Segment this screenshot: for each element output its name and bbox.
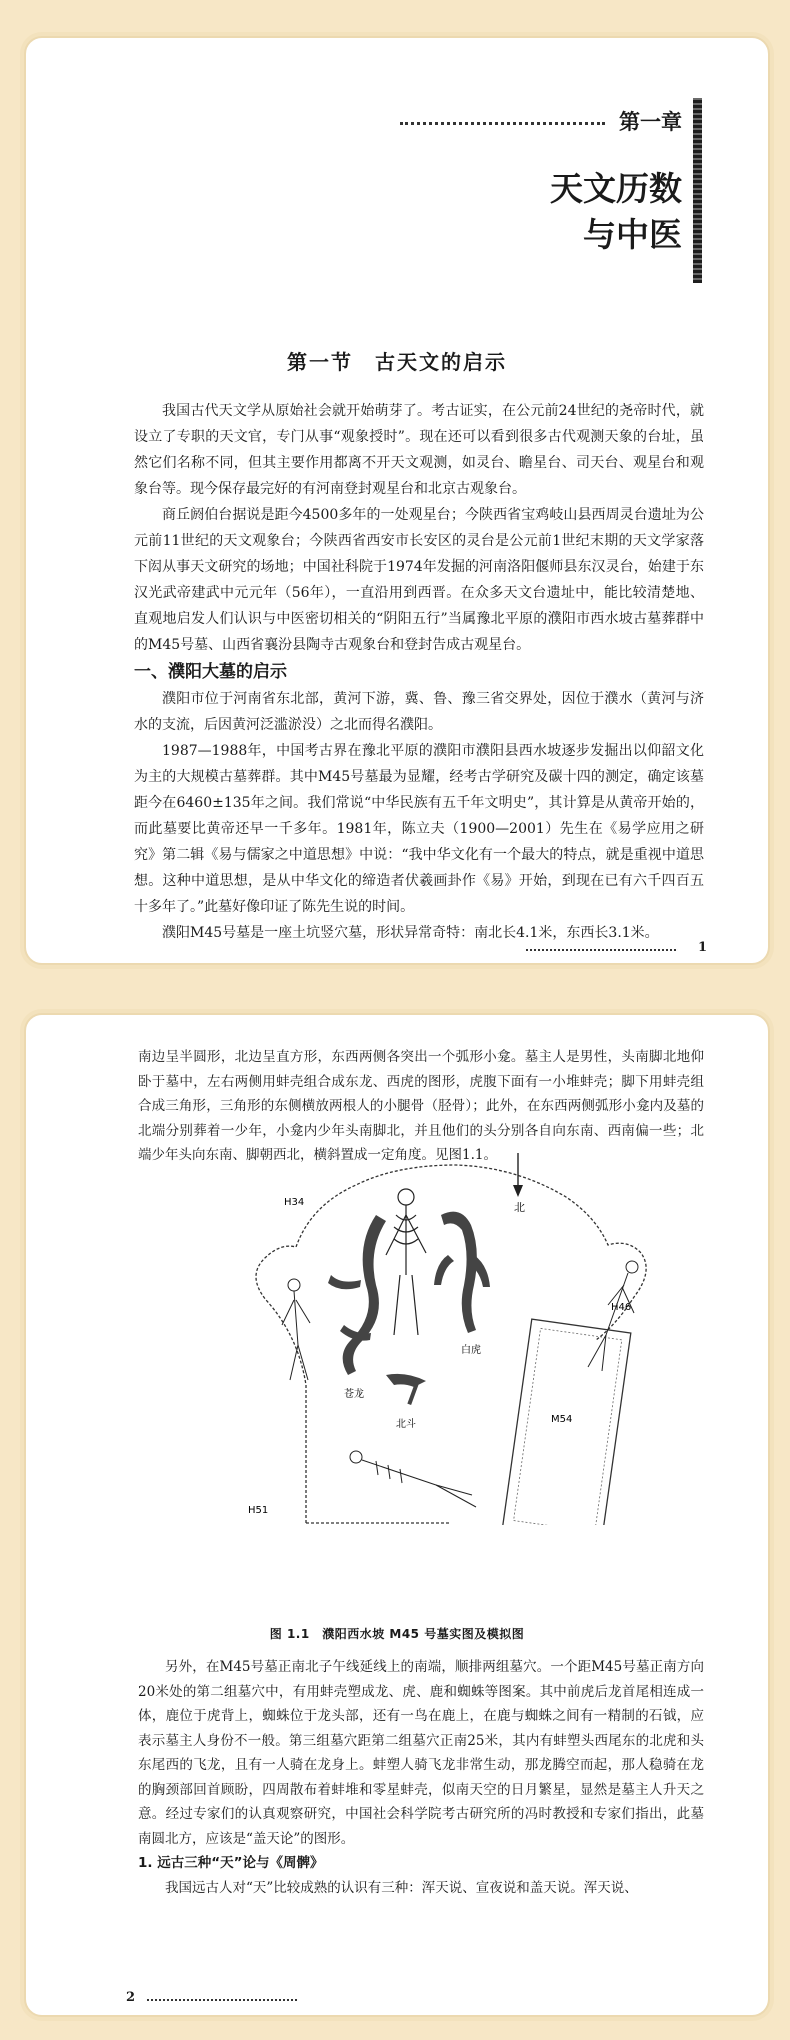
subheading: 1. 远古三种“天”论与《周髀》 [138,1855,324,1871]
paragraph: 我国远古人对“天”比较成熟的认识有三种：浑天说、宣夜说和盖天说。浑天说、 [165,1879,638,1896]
north-label: 北 [514,1201,525,1214]
chapter-title-line-1: 天文历数 [550,169,682,208]
shell-dipper [386,1374,426,1405]
section-title: 第一节 古天文的启示 [287,350,507,374]
paragraph: 1987—1988年，中国考古界在豫北平原的濮阳市濮阳县西水坡逐步发掘出以仰韶文化为主的大规模古墓葬群。其中M45号墓最为显耀，经考古学研究及碳十四的测定，确定该墓距今在6460±135年之间。我们常说“中华民族有五千年文明史”，其计算是从黄帝开始的，而此墓要比黄帝还早一千多年。1981年，陈立夫（1900—2001）先生在《易学应用之研究》第二辑《易与儒家之中道思想》中说：“我中华文化有一个最大的特点，就是重视中道思想。这种中道思想，是从中华文化的缔造者伏羲画卦作《易》开始，到现在已有六千四百五十多年了。”此墓好像印证了陈先生说的时间。 [134,743,704,915]
shell-dragon [328,1215,386,1375]
page-number: 1 [698,940,708,955]
page-footer [526,940,707,955]
skeleton-north [350,1451,476,1507]
page1-body [134,398,704,946]
paragraph: 另外，在M45号墓正南北子午线延线上的南端，顺排两组墓穴。一个距M45号墓正南方向20米处的第二组墓穴中，有用蚌壳塑成龙、虎、鹿和蜘蛛等图案。其中前虎后龙首尾相连成一体，鹿位于虎背上，蜘蛛位于龙头部，还有一鸟在鹿上，在鹿与蜘蛛之间有一精制的石钺，应表示墓主人身份不一般。第三组墓穴距第二组墓穴正南25米，其内有蚌塑头西尾东的北虎和头东尾西的飞龙，且有一人骑在龙身上。蚌塑人骑飞龙非常生动，那龙腾空而起，那人稳骑在龙的胸颈部回首顾盼，四周散布着蚌堆和零星蚌壳，似南天空的日月繁星，显然是墓主人升天之意。经过专家们的认真观察研究，中国社会科学院考古研究所的冯时教授和专家们指出，此墓南圆北方，应该是“盖天论”的图形。 [138,1659,704,1847]
h51-label: H51 [248,1505,269,1516]
skeleton-east-niche [588,1261,638,1371]
chapter-label: 第一章 [619,110,682,134]
paragraph: 商丘阏伯台据说是距今4500多年的一处观星台；今陕西省宝鸡岐山县西周灵台遗址为公元前11世纪的天文观象台；今陕西省西安市长安区的灵台是公元前1世纪末期的天文学家落下闳从事天文研究的场地；中国社科院于1974年发掘的河南洛阳偃师县东汉灵台，始建于东汉光武帝建武中元元年（56年），一直沿用到西晋。在众多天文台遗址中，能比较清楚地、直观地启发人们认识与中医密切相关的“阴阳五行”当属豫北平原的濮阳市西水坡古墓葬群中的M45号墓、山西省襄汾县陶寺古观象台和登封告成古观星台。 [134,507,704,653]
dipper-label: 北斗 [396,1419,416,1430]
figure-caption: 图 1.1 濮阳西水坡 M45 号墓实图及模拟图 [269,1627,525,1641]
page-footer [126,1990,297,2005]
h46-label: H46 [611,1302,632,1313]
page2-body-mid [138,1655,704,1900]
tomb-diagram [236,1135,656,1525]
m54-label: M54 [551,1414,573,1425]
book-page-2 [24,1013,770,2017]
north-arrow-icon [513,1153,525,1214]
h34-label: H34 [284,1197,305,1208]
paragraph: 南边呈半圆形，北边呈直方形，东西两侧各突出一个弧形小龛。墓主人是男性，头南脚北地仰卧于墓中，左右两侧用蚌壳组合成东龙、西虎的图形，虎腹下面有一小堆蚌壳；脚下用蚌壳组合成三角形，三角形的东侧横放两根人的小腿骨（胫骨）；此外，在东西两侧弧形小龛内及墓的北端分别葬着一少年，小龛内少年头南脚北，并且他们的头分别各自向东南、西南偏一些；北端少年头向东南、脚朝西北，横斜置成一定角度。见图1.1。 [138,1049,704,1163]
tiger-label: 白虎 [461,1345,481,1356]
chapter-header [400,106,682,136]
dotted-rule [526,949,676,951]
dotted-rule [400,122,605,125]
chapter-title-line-2: 与中医 [583,215,682,254]
book-page-1 [24,36,770,965]
dotted-rule [147,1999,297,2001]
skeleton-west-niche [282,1279,310,1380]
shell-tiger [434,1212,490,1333]
chapter-title [550,166,682,258]
paragraph: 濮阳市位于河南省东北部，黄河下游，冀、鲁、豫三省交界处，因位于濮水（黄河与济水的支流，后因黄河泛滥淤没）之北而得名濮阳。 [134,691,704,733]
paragraph: 我国古代天文学从原始社会就开始萌芽了。考古证实，在公元前24世纪的尧帝时代，就设立了专职的天文官，专门从事“观象授时”。现在还可以看到很多古代观测天象的台址，虽然它们名称不同，但其主要作用都离不开天文观测，如灵台、瞻星台、司天台、观星台和观象台等。现今保存最完好的有河南登封观星台和北京古观象台。 [134,403,704,497]
dragon-label: 苍龙 [344,1389,364,1400]
tomb-figure [236,1135,656,1525]
subheading: 一、濮阳大墓的启示 [134,662,287,682]
paragraph: 濮阳M45号墓是一座土坑竖穴墓，形状异常奇特：南北长4.1米，东西长3.1米。 [162,925,659,941]
skeleton-main [386,1189,426,1335]
chapter-side-bar [693,98,702,283]
page-number: 2 [126,1990,136,2005]
